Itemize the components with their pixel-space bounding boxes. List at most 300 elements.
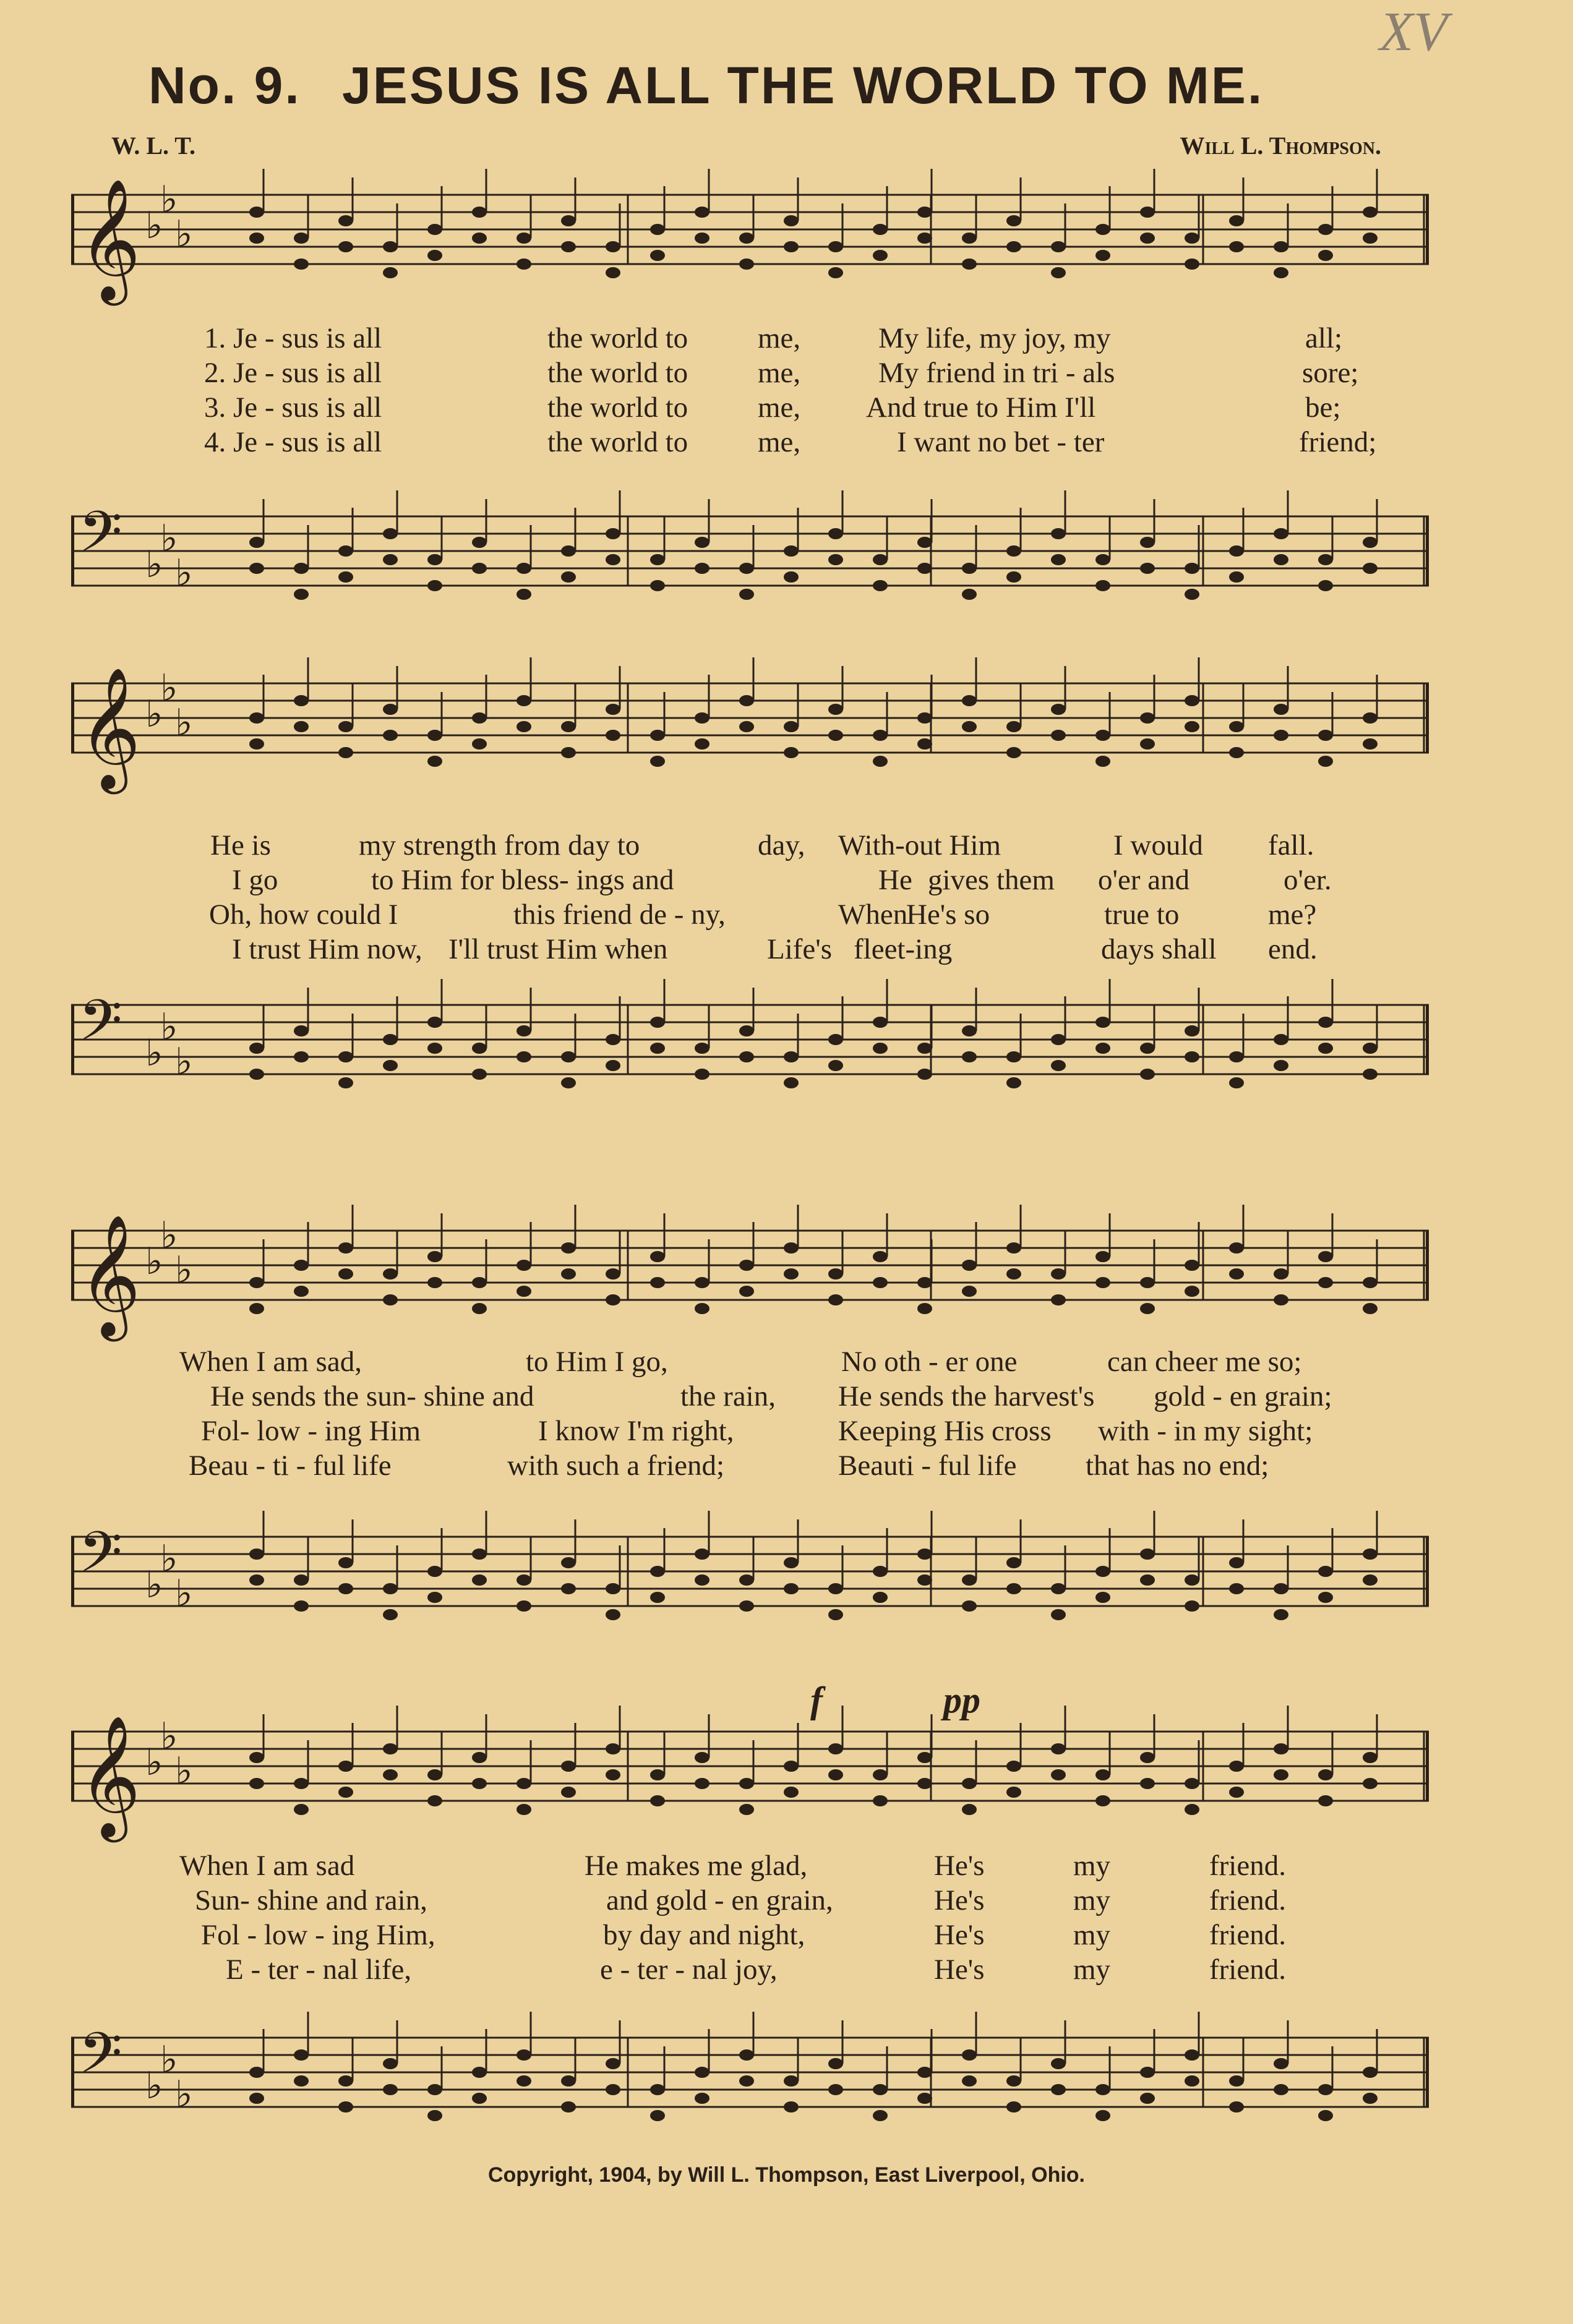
note-head [1185,258,1199,270]
note-head [695,207,709,218]
note-head [784,747,799,758]
note-head [1229,2075,1244,2087]
note-head [695,1303,709,1314]
note-head [294,233,309,244]
note-head [1140,1574,1155,1586]
flat-icon: ♭ [145,1033,163,1074]
lyric-phrase: the world to [547,357,688,389]
note-head [695,738,709,750]
flat-icon: ♭ [145,1565,163,1605]
note-head [873,250,888,261]
lyric-phrase: He sends the harvest's [838,1380,1095,1412]
note-head [739,1051,754,1062]
note-head [249,1043,264,1054]
treble-staff-1 [71,167,1429,315]
note-head [1140,1277,1155,1288]
lyric-phrase: me, [758,426,801,458]
note-head [1363,1778,1378,1789]
note-head [338,747,353,758]
note-head [650,2084,665,2095]
note-head [294,695,309,706]
note-head [650,1043,665,1054]
note-head [1274,1583,1288,1594]
note-head [1363,207,1378,218]
note-head [1363,1574,1378,1586]
note-head [1095,224,1110,235]
note-head [1095,580,1110,591]
note-head [650,1566,665,1577]
note-head [1229,215,1244,226]
note-head [1095,1251,1110,1262]
note-head [338,721,353,732]
lyric-phrase: o'er. [1284,864,1332,896]
note-head [472,1574,487,1586]
note-head [516,589,531,600]
note-head [1140,207,1155,218]
note-head [249,563,264,574]
note-head [516,1286,531,1297]
note-head [1318,1043,1333,1054]
note-head [516,2075,531,2087]
note-head [1363,2067,1378,2078]
note-head [294,1260,309,1271]
lyricist: W. L. T. [111,132,195,160]
note-head [1095,730,1110,741]
note-head [383,2084,398,2095]
lyric-phrase: friend. [1209,1850,1286,1882]
note-head [695,712,709,724]
note-head [1006,1583,1021,1594]
note-head [917,207,932,218]
note-head [739,1804,754,1815]
flat-icon: ♭ [175,214,193,255]
note-head [1274,1060,1288,1071]
flat-icon: ♭ [160,1716,178,1757]
note-head [1051,1769,1066,1780]
lyric-phrase: my [1073,1954,1111,1986]
note-head [1363,2093,1378,2104]
treble-staff-3 [71,1203,1429,1351]
lyric-phrase: my strength from day to [359,829,640,861]
note-head [650,2110,665,2121]
note-head [1051,1060,1066,1071]
note-head [828,1034,843,1045]
note-head [1229,571,1244,583]
note-head [338,1583,353,1594]
flat-icon: ♭ [175,1573,193,1614]
note-head [1140,537,1155,548]
lyric-phrase: my [1073,1850,1111,1882]
note-head [784,1787,799,1798]
note-head [294,721,309,732]
note-head [1229,1557,1244,1568]
note-head [1185,1051,1199,1062]
treble-staff-2 [71,656,1429,804]
flat-icon: ♭ [160,1215,178,1256]
lyric-phrase: true to [1104,899,1180,931]
note-head [383,1294,398,1305]
note-head [650,756,665,767]
note-head [1051,704,1066,715]
note-head [1006,2075,1021,2087]
note-head [1274,730,1288,741]
note-head [917,2093,932,2104]
note-head [873,2084,888,2095]
forte-marking: f [810,1680,823,1720]
note-head [784,1051,799,1062]
lyric-phrase: me, [758,391,801,424]
note-head [427,554,442,565]
note-head [294,563,309,574]
note-head [427,1566,442,1577]
lyric-phrase: Keeping His cross [838,1415,1052,1447]
lyric-phrase: the world to [547,426,688,458]
note-head [828,1743,843,1754]
flat-icon: ♭ [175,1751,193,1792]
note-head [828,528,843,539]
note-head [472,2093,487,2104]
note-head [1363,1069,1378,1080]
lyric-phrase: 3. Je - sus is all [204,391,382,424]
treble-clef-icon: 𝄞 [79,1715,141,1837]
lyric-phrase: I go [232,864,278,896]
note-head [739,1600,754,1612]
note-head [383,1268,398,1279]
lyric-phrase: I would [1113,829,1203,861]
note-head [294,2049,309,2061]
note-head [1095,1277,1110,1288]
note-head [606,267,620,278]
note-head [1274,2058,1288,2069]
note-head [1229,2101,1244,2113]
note-head [695,1069,709,1080]
note-head [1051,1609,1066,1620]
note-head [784,1242,799,1254]
note-head [1318,1251,1333,1262]
lyric-phrase: that has no end; [1086,1450,1269,1482]
lyric-phrase: No oth - er one [841,1346,1018,1378]
note-head [249,1069,264,1080]
note-head [606,1034,620,1045]
note-head [1363,233,1378,244]
note-head [472,2067,487,2078]
flat-icon: ♭ [175,2074,193,2115]
note-head [1095,1592,1110,1603]
note-head [561,2101,576,2113]
note-head [338,1077,353,1088]
note-head [249,1277,264,1288]
note-head [650,730,665,741]
note-head [472,537,487,548]
lyric-phrase: I want no bet - ter [897,426,1105,458]
lyric-phrase: fall. [1268,829,1314,861]
note-head [606,1583,620,1594]
note-head [1140,2067,1155,2078]
lyric-phrase: Beauti - ful life [838,1450,1017,1482]
note-head [294,1600,309,1612]
note-head [1318,2110,1333,2121]
lyric-phrase: My friend in tri - als [878,357,1115,389]
corner-mark: XV [1379,1,1447,62]
note-head [606,554,620,565]
note-head [650,1277,665,1288]
note-head [873,1043,888,1054]
note-head [383,267,398,278]
note-head [294,1778,309,1789]
note-head [739,258,754,270]
note-head [1140,738,1155,750]
note-head [873,1769,888,1780]
staff-lines [71,2010,1429,2158]
note-head [1006,215,1021,226]
lyric-phrase: end. [1268,933,1318,965]
flat-icon: ♭ [160,668,178,709]
note-head [1185,233,1199,244]
note-head [1006,545,1021,557]
note-head [427,1592,442,1603]
note-head [962,589,977,600]
note-head [1274,1769,1288,1780]
composer: Will L. Thompson. [1180,132,1381,160]
lyric-phrase: He's so [906,899,990,931]
lyric-phrase: He's [934,1954,985,1986]
lyric-phrase: sore; [1302,357,1359,389]
note-head [1140,1778,1155,1789]
note-head [784,1583,799,1594]
note-head [784,215,799,226]
note-head [338,1242,353,1254]
note-head [695,2093,709,2104]
note-head [561,571,576,583]
flat-icon: ♭ [160,518,178,559]
note-head [917,233,932,244]
note-head [739,1260,754,1271]
lyric-phrase: this friend de - ny, [513,899,726,931]
note-head [427,1017,442,1028]
note-head [1363,1549,1378,1560]
note-head [962,563,977,574]
note-head [1185,1025,1199,1036]
treble-clef-icon: 𝄞 [79,1214,141,1336]
note-head [516,1260,531,1271]
note-head [739,1025,754,1036]
note-head [294,1574,309,1586]
note-head [427,1277,442,1288]
flat-icon: ♭ [160,1539,178,1579]
note-head [561,1583,576,1594]
note-head [828,730,843,741]
note-head [1274,1609,1288,1620]
note-head [650,1795,665,1806]
note-head [338,1268,353,1279]
note-head [427,730,442,741]
note-head [427,1043,442,1054]
note-head [739,1286,754,1297]
note-head [427,2110,442,2121]
lyric-phrase: gold - en grain; [1154,1380,1332,1412]
hymn-number: No. 9. [148,56,301,114]
note-head [606,241,620,252]
note-head [383,1583,398,1594]
note-head [828,2058,843,2069]
note-head [1006,1557,1021,1568]
note-head [472,1752,487,1763]
note-head [606,2058,620,2069]
note-head [1095,1566,1110,1577]
note-head [784,1557,799,1568]
note-head [917,1043,932,1054]
lyric-phrase: He [878,864,912,896]
note-head [1095,554,1110,565]
note-head [561,545,576,557]
note-head [784,1268,799,1279]
note-head [606,528,620,539]
note-head [1185,1574,1199,1586]
note-head [873,224,888,235]
lyric-phrase: And true to Him I'll [866,391,1096,424]
note-head [1229,1583,1244,1594]
bass-clef-icon: 𝄢 [79,988,122,1067]
note-head [1051,1294,1066,1305]
note-head [917,2067,932,2078]
note-head [784,2101,799,2113]
pianissimo-marking: pp [943,1680,980,1720]
note-head [828,704,843,715]
flat-icon: ♭ [145,1241,163,1282]
lyric-phrase: with - in my sight; [1098,1415,1313,1447]
staff-lines [71,656,1429,804]
note-head [1318,1277,1333,1288]
note-head [383,704,398,715]
note-head [294,1051,309,1062]
note-head [472,563,487,574]
note-head [1051,528,1066,539]
note-head [739,589,754,600]
note-head [1363,563,1378,574]
note-head [561,1557,576,1568]
note-head [1363,738,1378,750]
note-head [1318,1017,1333,1028]
note-head [650,1592,665,1603]
note-head [249,207,264,218]
lyric-phrase: friend; [1299,426,1377,458]
note-head [873,1277,888,1288]
note-head [338,241,353,252]
note-head [695,233,709,244]
note-head [249,738,264,750]
note-head [784,241,799,252]
lyric-phrase: When I am sad [179,1850,355,1882]
note-head [873,1592,888,1603]
note-head [294,1025,309,1036]
flat-icon: ♭ [160,179,178,220]
note-head [695,563,709,574]
note-head [695,1277,709,1288]
note-head [606,704,620,715]
lyric-phrase: When [838,899,908,931]
note-head [472,1043,487,1054]
note-head [1140,1303,1155,1314]
lyric-phrase: Beau - ti - ful life [189,1450,392,1482]
note-head [561,1242,576,1254]
note-head [1051,267,1066,278]
note-head [962,1051,977,1062]
lyric-phrase: When I am sad, [179,1346,362,1378]
note-head [739,563,754,574]
note-head [917,563,932,574]
note-head [472,233,487,244]
lyric-phrase: 4. Je - sus is all [204,426,382,458]
lyric-phrase: He's [934,1884,985,1916]
note-head [962,721,977,732]
note-head [516,563,531,574]
note-head [1229,747,1244,758]
note-head [561,1077,576,1088]
note-head [1095,1769,1110,1780]
page-title [148,56,1264,116]
note-head [828,1268,843,1279]
lyric-phrase: me, [758,322,801,354]
note-head [1363,1303,1378,1314]
note-head [1229,721,1244,732]
lyric-phrase: to Him for bless- ings and [371,864,674,896]
note-head [1363,1277,1378,1288]
note-head [1185,589,1199,600]
note-head [1185,1260,1199,1271]
note-head [739,2075,754,2087]
note-head [1274,1268,1288,1279]
lyric-phrase: the world to [547,322,688,354]
note-head [294,2075,309,2087]
lyric-phrase: He's [934,1850,985,1882]
note-head [606,1609,620,1620]
bass-staff-1 [71,489,1429,637]
note-head [472,1069,487,1080]
note-head [1006,1761,1021,1772]
note-head [338,1761,353,1772]
note-head [1229,1051,1244,1062]
note-head [516,1051,531,1062]
note-head [1318,1592,1333,1603]
lyric-phrase: With-out Him [838,829,1001,861]
note-head [1274,2084,1288,2095]
note-head [917,1277,932,1288]
note-head [828,554,843,565]
note-head [561,2075,576,2087]
lyric-phrase: gives them [928,864,1055,896]
lyric-phrase: me? [1268,899,1317,931]
note-head [650,554,665,565]
note-head [1095,1043,1110,1054]
note-head [1185,2075,1199,2087]
note-head [1274,241,1288,252]
note-head [338,2101,353,2113]
note-head [427,756,442,767]
lyric-phrase: e - ter - nal joy, [600,1954,778,1986]
note-head [739,2049,754,2061]
lyric-phrase: friend. [1209,1884,1286,1916]
note-head [695,1574,709,1586]
note-head [1185,563,1199,574]
note-head [1095,2084,1110,2095]
note-head [249,537,264,548]
note-head [917,537,932,548]
lyric-phrase: fleet-ing [854,933,953,965]
note-head [695,537,709,548]
lyric-phrase: with such a friend; [507,1450,725,1482]
note-head [294,589,309,600]
note-head [1318,1769,1333,1780]
